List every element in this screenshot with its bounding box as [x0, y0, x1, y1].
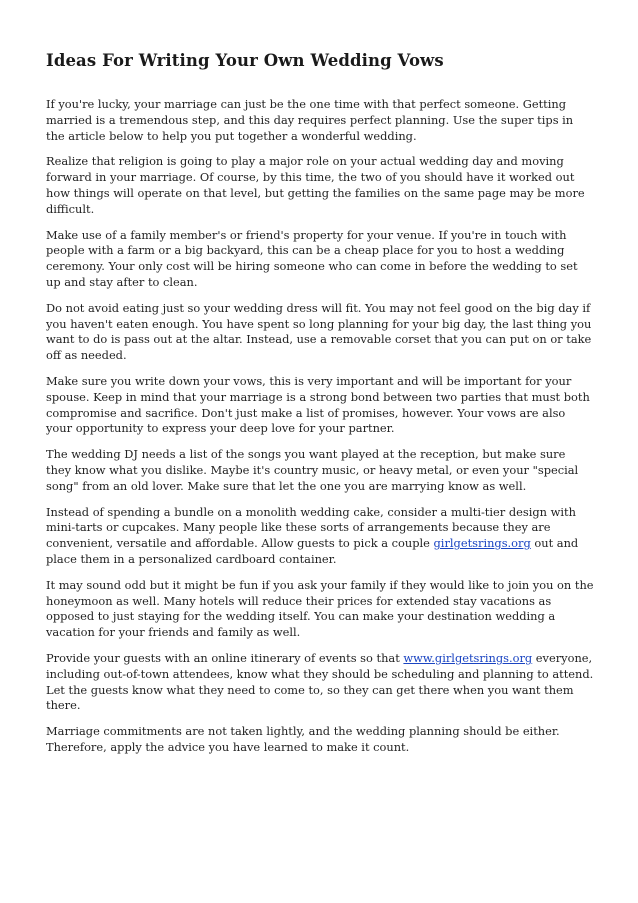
paragraph-religion: Realize that religion is going to play a major role on your actual wedding day and moving forward in your marriage. Of course, by this time, the two of you should have it worked out how things will operate on that level, but getting the families on the same page may be more difficult.	[46, 154, 585, 216]
paragraph-dress: Do not avoid eating just so your wedding dress will fit. You may not feel good on the big day if you haven't eaten enough. You have spent so long planning for your big day, the last thing you want to do is pass out at the altar. Instead, use a removable corset that you can put on or take off as needed.	[46, 300, 592, 363]
paragraph-itinerary-text-after: everyone, including out-of-town attendees, know what they should be scheduling and planning to attend. Let the guests know what they need to come to, so they can get there when you want them there.	[46, 650, 594, 713]
paragraph-itinerary-text-before: Provide your guests with an online itinerary of events so that	[46, 650, 404, 665]
paragraph-itinerary	[46, 651, 594, 714]
article-title: Ideas For Writing Your Own Wedding Vows	[46, 51, 444, 70]
paragraph-cake-text-before: Instead of spending a bundle on a monolith wedding cake, consider a multi-tier design with mini-tarts or cupcakes. Many people like these sorts of arrangements because they are convenient, versatile and affordable. Allow guests to pick a couple	[46, 504, 576, 551]
paragraph-venue: Make use of a family member's or friend's property for your venue. If you're in touch with people with a farm or a big backyard, this can be a cheap place for you to host a wedding ceremony. Your only cost will be hiring someone who can come in before the wedding to set up and stay after to clean.	[46, 227, 578, 289]
paragraph-intro: If you're lucky, your marriage can just be the one time with that perfect someone. Getting married is a tremendous step, and this day requires perfect planning. Use the super tips in the article below to help you put together a wonderful wedding.	[46, 97, 574, 143]
link-girlgetsrings[interactable]: girlgetsrings.org	[433, 536, 531, 551]
paragraph-closing: Marriage commitments are not taken lightly, and the wedding planning should be either. Therefore, apply the advice you have learned to make it count.	[46, 724, 560, 754]
paragraph-vows: Make sure you write down your vows, this is very important and will be important for your spouse. Keep in mind that your marriage is a strong bond between two parties that must both compromise and sacrifice. Don't just make a list of promises, however. Your vows are also your opportunity to express your deep love for your partner.	[46, 373, 590, 436]
paragraph-cake	[46, 505, 594, 568]
link-www-girlgetsrings[interactable]: www.girlgetsrings.org	[403, 650, 533, 665]
paragraph-honeymoon: It may sound odd but it might be fun if you ask your family if they would like to join you on the honeymoon as well. Many hotels will reduce their prices for extended stay vacations as opposed to just staying for the wedding itself. You can make your destination wedding a vacation for your friends and family as well.	[46, 577, 594, 640]
paragraph-cake-text-after: out and place them in a personalized cardboard container.	[46, 536, 579, 566]
paragraph-dj: The wedding DJ needs a list of the songs you want played at the reception, but make sure they know what you dislike. Maybe it's country music, or heavy metal, or even your "special song" from an old lover. Make sure that let the one you are marrying know as well.	[46, 447, 579, 493]
